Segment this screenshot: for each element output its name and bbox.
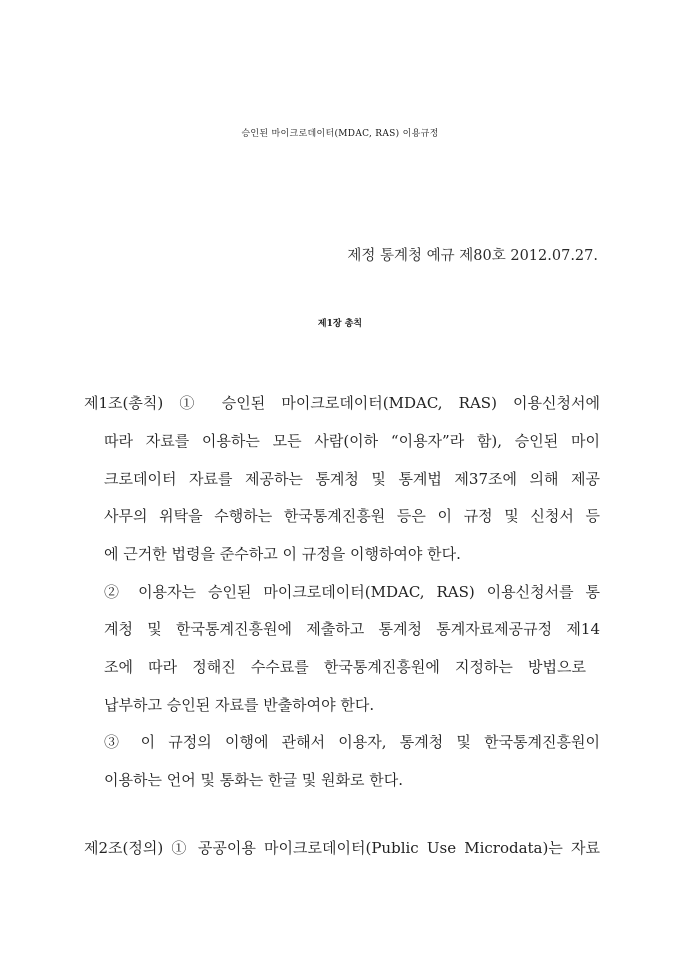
chapter-title: 제1장 총칙 [317,319,363,329]
article1-line-1: 제1조(총칙) ① 승인된 마이크로데이터(MDAC, RAS) 이용신청서에 [84,394,600,412]
article1-line-2: 따라 자료를 이용하는 모든 사람(이하 “이용자”라 함), 승인된 마이 [104,432,600,450]
article1-line-5: 에 근거한 법령을 준수하고 이 규정을 이행하여야 한다. [104,545,461,563]
article1-line-4: 사무의 위탁을 수행하는 한국통계진흥원 등은 이 규정 및 신청서 등 [104,507,600,525]
article1-para2-line-2: 계청 및 한국통계진흥원에 제출하고 통계청 통계자료제공규정 제14 [104,620,600,638]
article1-para2-line-1: ② 이용자는 승인된 마이크로데이터(MDAC, RAS) 이용신청서를 통 [104,583,600,601]
article2-line-1: 제2조(정의) ① 공공이용 마이크로데이터(Public Use Microdata)는 자료 [84,839,600,857]
enactment-info: 제정 통계청 예규 제80호 2012.07.27. [347,248,598,264]
article1-para3-line-1: ③ 이 규정의 이행에 관해서 이용자, 통계청 및 한국통계진흥원이 [104,733,600,751]
article1-para2-line-4: 납부하고 승인된 자료를 반출하여야 한다. [104,696,375,714]
article1-line-3: 크로데이터 자료를 제공하는 통계청 및 통계법 제37조에 의해 제공 [104,470,600,488]
article1-para2-line-3: 조에 따라 정해진 수수료를 한국통계진흥원에 지정하는 방법으로 [104,658,586,676]
document-title: 승인된 마이크로데이터(MDAC, RAS) 이용규정 [241,129,439,139]
article1-para3-line-2: 이용하는 언어 및 통화는 한글 및 원화로 한다. [104,771,403,789]
